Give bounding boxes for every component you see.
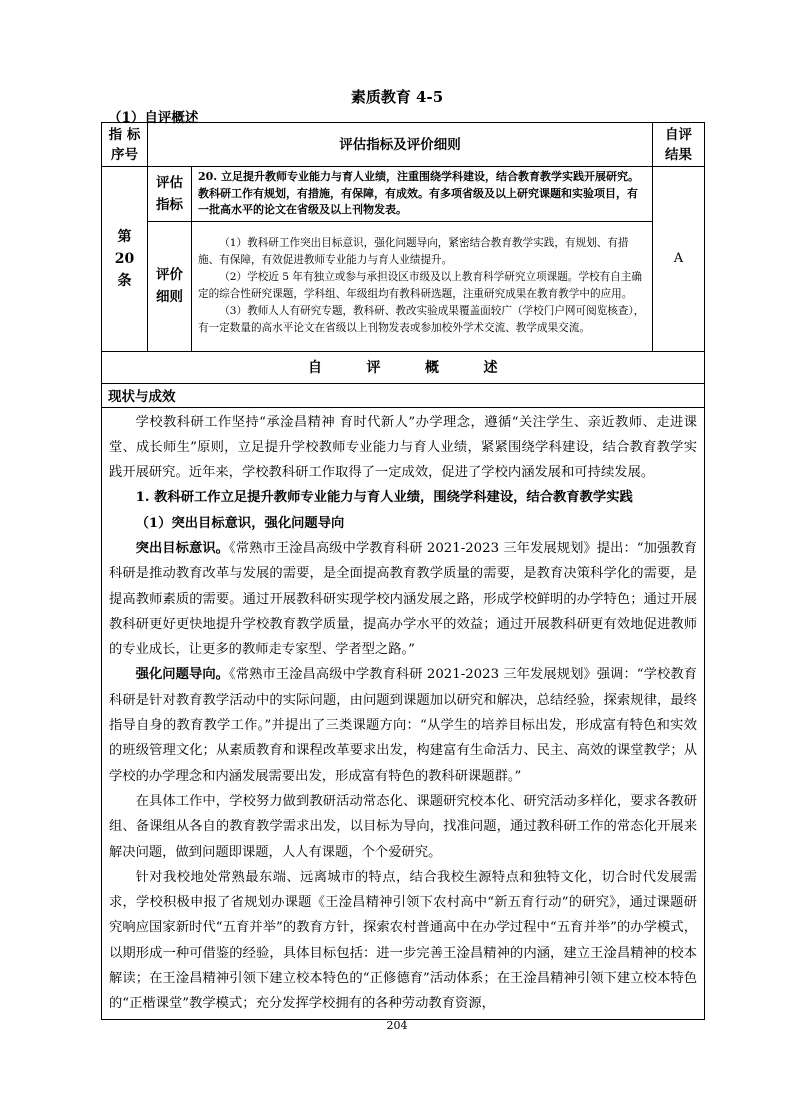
paragraph-lead: 强化问题导向。 <box>135 667 230 683</box>
intro-paragraph: 学校教科研工作坚持“承淦昌精神 育时代新人”办学理念，遵循“关注学生、亲近教师、走进课堂、成长师生”原则，立足提升学校教师专业能力与育人业绩，紧紧围绕学科建设，结合教育教学实践开展研究。近年来，学校教科研工作取得了一定成效，促进了学校内涵发展和可持续发展。 <box>109 414 697 481</box>
page-number: 204 <box>386 1019 408 1032</box>
detail-item: （2）学校近 5 年有独立或参与承担设区市级及以上教育科学研究立项课题。学校有自主确定的综合性研究课题，学科组、年级组均有教科研选题，注重研究成果在教育教学中的应用。 <box>198 271 642 300</box>
paragraph-practice: 在具体工作中，学校努力做到教研活动常态化、课题研究校本化、研究活动多样化，要求各教研组、备课组从各自的教育教学需求出发，以目标为导向，找准问题，通过教科研工作的常态化开展来解决问题，做到问题即课题，人人有课题，个个爱研究。 <box>109 793 697 860</box>
overview-header-row <box>102 351 705 383</box>
result-header-line1: 自评 <box>665 126 692 143</box>
paragraph-problem-orientation <box>109 662 697 788</box>
overview-char: 自 <box>308 360 323 376</box>
result-header-line2: 结果 <box>665 146 692 163</box>
criteria-label-line2: 指标 <box>156 196 183 213</box>
paragraph-target-awareness <box>109 536 697 662</box>
paragraph-text: 《常熟市王淦昌高级中学教育科研 2021-2023 三年发展规划》强调：“学校教育科研是针对教育教学活动中的实际问题，由问题到课题加以研究和解决，总结经验，探索规律，最终指导自身的教育教学工作。”并提出了三类课题方向：“从学生的培养目标出发，形成富有特色和实效的班级管理文化；从素质教育和课程改革要求出发，构建富有生命活力、民主、高效的课堂教学；从学校的办学理念和内涵发展需要出发，形成富有特色的教科研课题群。” <box>109 667 697 784</box>
criteria-text: 20. 立足提升教师专业能力与育人业绩，注重围绕学科建设，结合教育教学实践开展研究。教科研工作有规划，有措施，有保障，有成效。有多项省级及以上研究课题和实验项目，有一批高水平的论文在省级及以上刊物发表。 <box>192 167 653 222</box>
details-label-line1: 评价 <box>156 267 183 283</box>
article-number-cell <box>102 167 148 352</box>
article-line2: 20 <box>114 250 135 267</box>
detail-item: （3）教师人人有研究专题，教科研、教改实验成果覆盖面较广（学校门户网可阅览核查），有一定数量的高水平论文在省级以上刊物发表或参加校外学术交流、教学成果交流。 <box>198 305 645 334</box>
paragraph-project: 针对我校地处常熟最东端、远离城市的特点，结合我校生源特点和独特文化，切合时代发展需求，学校积极申报了省规划办课题《王淦昌精神引领下农村高中“新五育行动”的研究》，通过课题研究响应国家新时代“五育并举”的教育方针，探索农村普通高中在办学过程中“五育并举”的办学模式，以期形成一种可借鉴的经验，具体目标包括：进一步完善王淦昌精神的内涵，建立王淦昌精神的校本解读；在王淦昌精神引领下建立校本特色的“正修德育”活动体系；在王淦昌精神引领下建立校本特色的“正楷课堂”教学模式；充分发挥学校拥有的各种劳动教育资源， <box>109 869 697 1012</box>
result-value: A <box>653 167 705 352</box>
overview-char: 评 <box>366 360 381 376</box>
overview-char: 述 <box>483 360 498 376</box>
details-label-cell <box>148 221 192 351</box>
result-column-header <box>653 123 705 167</box>
section-label: （1）自评概述 <box>108 110 199 126</box>
page-title: 素质教育 4-5 <box>350 88 444 106</box>
details-row <box>102 221 705 351</box>
article-line3: 条 <box>117 272 132 289</box>
detail-item: （1）教科研工作突出目标意识，强化问题导向，紧密结合教育教学实践，有规划、有措施、有保障，有效促进教师专业能力与育人业绩提升。 <box>198 237 629 266</box>
criteria-row <box>102 167 705 222</box>
section-heading-2: （1）突出目标意识，强化问题导向 <box>135 515 345 531</box>
index-header-line1: 指 标 <box>108 126 141 143</box>
article-line1: 第 <box>117 228 132 245</box>
details-label-line2: 细则 <box>156 289 183 305</box>
paragraph-lead: 突出目标意识。 <box>135 540 230 556</box>
criteria-column-header: 评估指标及评价细则 <box>148 123 653 167</box>
evaluation-table <box>101 122 705 1020</box>
criteria-label-line1: 评估 <box>156 174 183 191</box>
index-column-header <box>102 123 148 167</box>
section-heading-1: 1. 教科研工作立足提升教师专业能力与育人业绩，围绕学科建设，结合教育教学实践 <box>135 490 633 506</box>
table-header-row <box>102 123 705 167</box>
body-content <box>102 407 705 1019</box>
overview-header <box>102 351 705 383</box>
overview-char: 概 <box>425 360 440 376</box>
index-header-line2: 序号 <box>111 146 138 163</box>
status-label: 现状与成效 <box>102 383 705 407</box>
body-row <box>102 407 705 1019</box>
criteria-label-cell <box>148 167 192 222</box>
paragraph-text: 《常熟市王淦昌高级中学教育科研 2021-2023 三年发展规划》提出：“加强教育科研是推动教育改革与发展的需要，是全面提高教育教学质量的需要，是教育决策科学化的需要，是提高教师素质的需要。通过开展教科研实现学校内涵发展之路，形成学校鲜明的办学特色；通过开展教科研更好更快地提升学校教育教学质量，提高办学水平的效益；通过开展教科研更有效地促进教师的专业成长，让更多的教师走专家型、学者型之路。” <box>109 540 697 658</box>
status-row <box>102 383 705 407</box>
details-text <box>192 221 653 351</box>
